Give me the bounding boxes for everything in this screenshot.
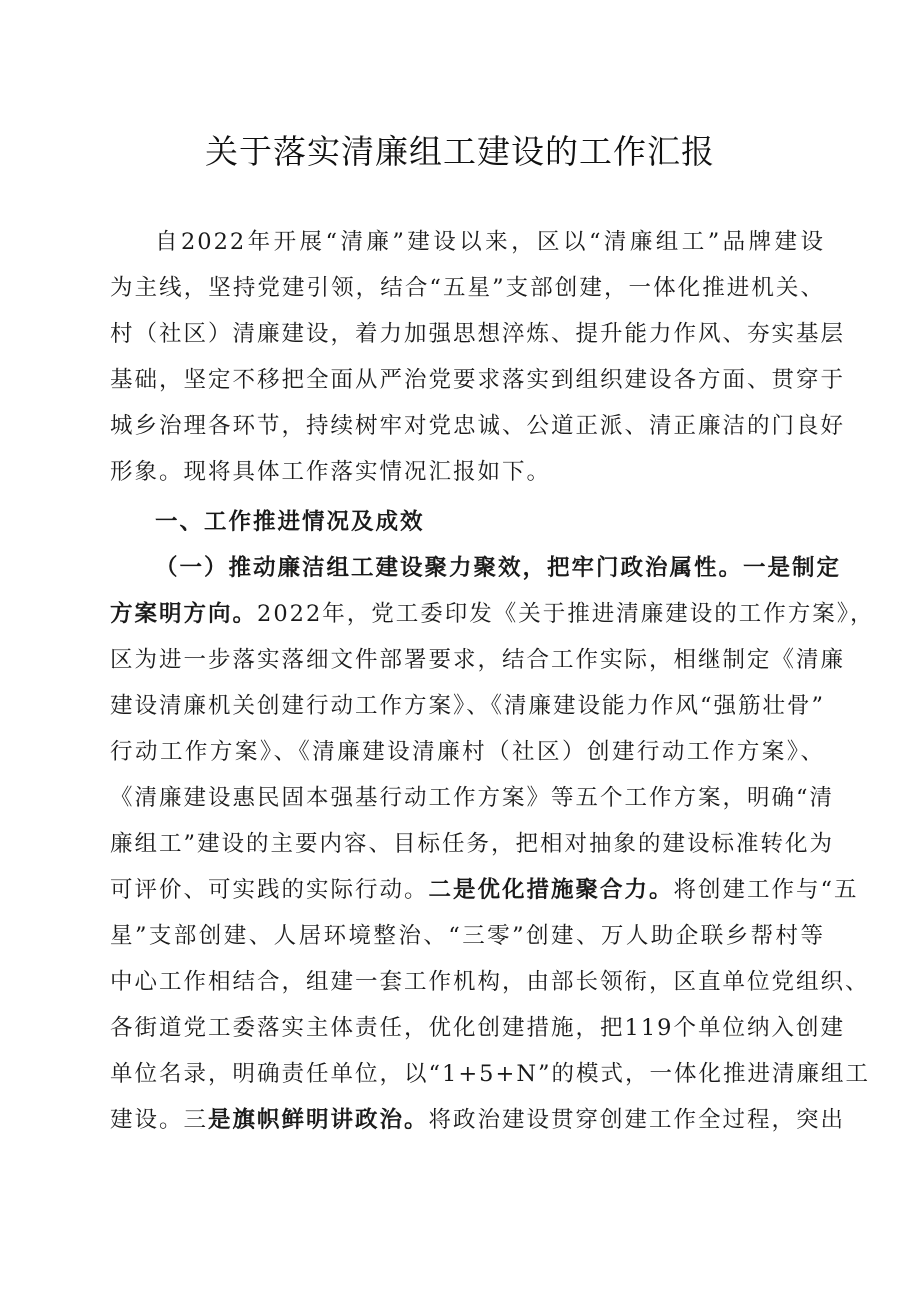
section-heading: 一、工作推进情况及成效 <box>155 509 425 535</box>
body-line-13 <box>110 1104 846 1136</box>
body-line-2 <box>110 598 875 630</box>
point-two-heading: 二是优化措施聚合力。 <box>428 877 674 903</box>
intro-line-2: 为主线，坚持党建引领，结合“五星”支部创建，一体化推进机关、 <box>110 275 825 301</box>
document-title: 关于落实清廉组工建设的工作汇报 <box>205 132 715 171</box>
body-line-8-post: 将创建工作与“五 <box>673 877 859 903</box>
body-line-11: 各街道党工委落实主体责任，优化创建措施，把119个单位纳入创建 <box>110 1015 845 1041</box>
body-line-3: 区为进一步落实落细文件部署要求，结合工作实际，相继制定《清廉 <box>110 647 846 673</box>
body-line-5: 行动工作方案》、《清廉建设清廉村（社区）创建行动工作方案》、 <box>110 739 825 765</box>
body-line-6: 《清廉建设惠民固本强基行动工作方案》等五个工作方案，明确“清 <box>110 785 835 811</box>
point-three-heading: 是旗帜鲜明讲政治。 <box>208 1107 429 1133</box>
intro-line-4: 基础，坚定不移把全面从严治党要求落实到组织建设各方面、贯穿于 <box>110 367 846 393</box>
body-line-10: 中心工作相结合，组建一套工作机构，由部长领衔，区直单位党组织、 <box>110 969 870 995</box>
body-line-8-pre: 可评价、可实践的实际行动。 <box>110 877 429 903</box>
intro-line-3: 村（社区）清廉建设，着力加强思想淬炼、提升能力作风、夯实基层 <box>110 321 846 347</box>
point-one-heading: 方案明方向。 <box>110 601 258 627</box>
body-line-12: 单位名录，明确责任单位，以“1+5+N”的模式，一体化推进清廉组工 <box>110 1061 871 1087</box>
body-line-13-post: 将政治建设贯穿创建工作全过程，突出 <box>428 1107 846 1133</box>
body-line-7: 廉组工”建设的主要内容、目标任务，把相对抽象的建设标准转化为 <box>110 831 835 857</box>
body-line-4: 建设清廉机关创建行动工作方案》、《清廉建设能力作风“强筋壮骨” <box>110 693 826 719</box>
intro-line-5: 城乡治理各环节，持续树牢对党忠诚、公道正派、清正廉洁的门良好 <box>110 413 846 439</box>
subsection-heading-line: （一）推动廉洁组工建设聚力聚效，把牢门政治属性。一是制定 <box>155 555 842 581</box>
intro-line-6: 形象。现将具体工作落实情况汇报如下。 <box>110 459 552 485</box>
body-line-8 <box>110 874 859 906</box>
body-line-13-pre: 建设。三 <box>110 1107 209 1133</box>
body-line-2-text: 2022年，党工委印发《关于推进清廉建设的工作方案》， <box>257 601 875 627</box>
body-line-9: 星”支部创建、人居环境整治、“三零”创建、万人助企联乡帮村等 <box>110 923 825 949</box>
intro-line-1: 自2022年开展“清廉”建设以来，区以“清廉组工”品牌建设 <box>155 229 825 255</box>
